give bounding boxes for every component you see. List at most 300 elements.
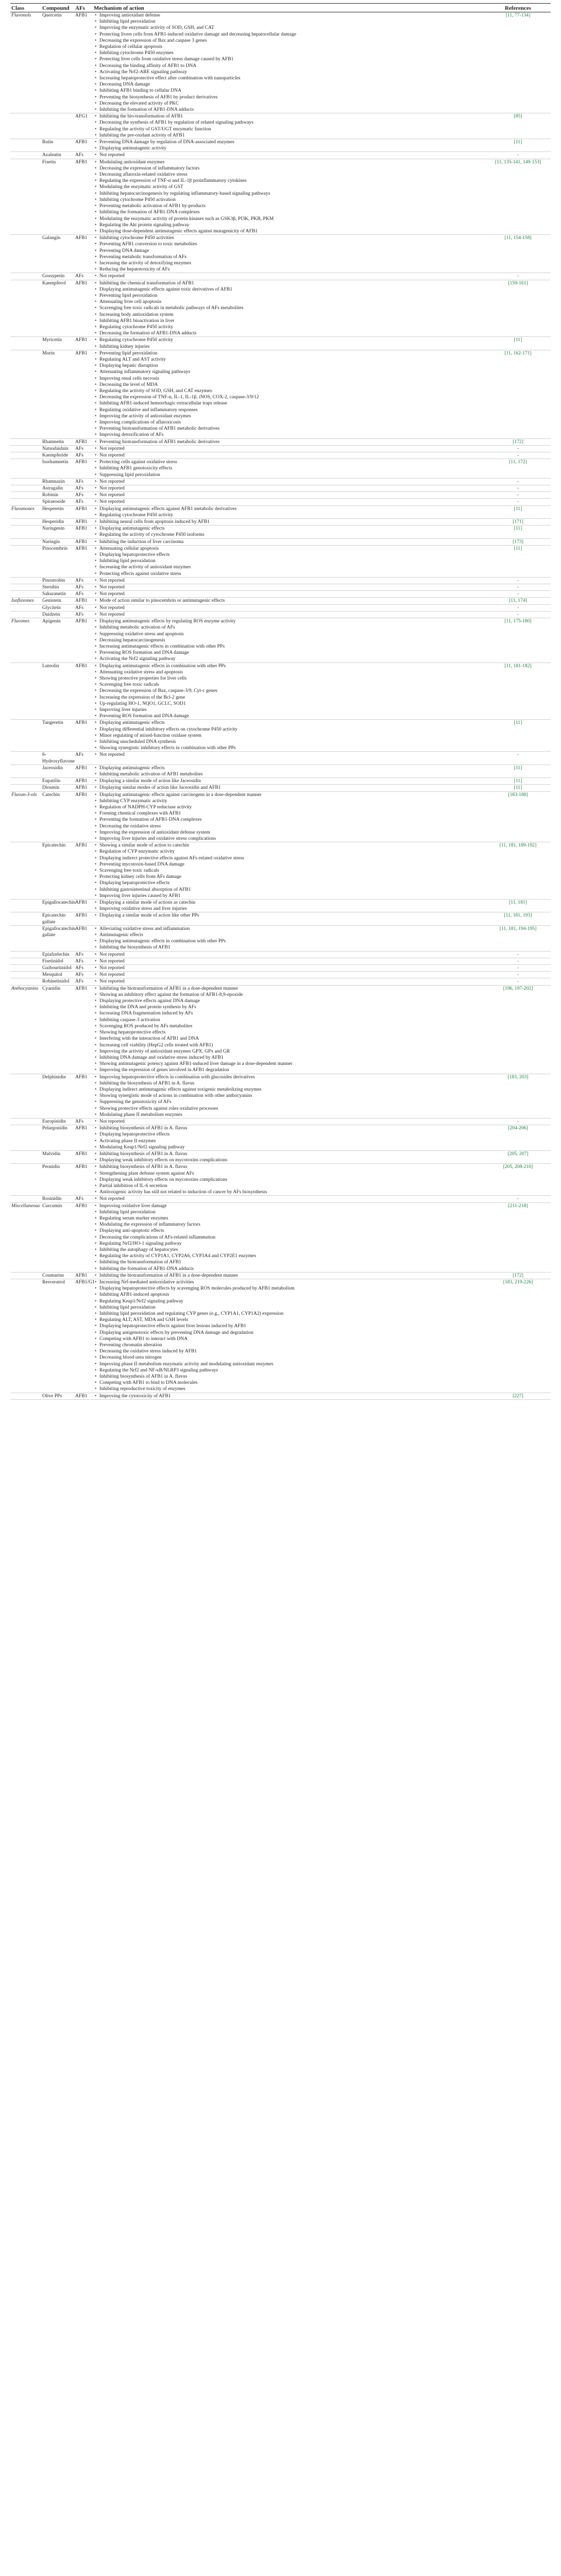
mechanism-item: • Mode of action similar to pinocembrin or antimutagenic effects xyxy=(94,598,485,604)
table-row xyxy=(10,972,551,978)
mechanism-item: • Inhibiting biosynthesis of AFB1 in A. flavus xyxy=(94,1164,485,1170)
cell-references: [183, 203] xyxy=(507,1074,529,1080)
cell-references: - xyxy=(517,591,519,597)
cell-afs: AFB1 xyxy=(75,538,88,545)
cell-afs: AFB1 xyxy=(75,985,88,991)
cell-compound: Hesperidin xyxy=(42,519,64,525)
cell-mechanism xyxy=(94,12,485,113)
cell-references: - xyxy=(517,485,519,492)
mechanism-item: • Not reported xyxy=(94,499,485,505)
mechanism-item: • Inhibiting AFB1 genotoxicity effects xyxy=(94,465,485,471)
table-row xyxy=(10,152,551,159)
cell-compound: Epicatechin xyxy=(42,842,66,849)
mechanism-item: • Decreasing the expression of Bax and caspase 3 genes xyxy=(94,38,485,44)
cell-class xyxy=(10,900,42,912)
mechanism-item: • Regulating the Nrf2 and NF-κB/NLRP3 signaling pathways xyxy=(94,1367,485,1374)
mechanism-item: • Preventing ROS formation and DNA damage xyxy=(94,650,485,656)
cell-class xyxy=(10,912,42,925)
mechanism-item: • Displaying hepatoprotective effects against liver lesions induced by AFB1 xyxy=(94,1323,485,1329)
cell-references: [172] xyxy=(513,1272,523,1278)
cell-class xyxy=(10,519,42,525)
mechanism-item: • Modulating antioxidant enzymes xyxy=(94,159,485,165)
cell-class xyxy=(10,591,42,597)
mechanism-item: • Inhibiting biosynthesis of AFB1 in A. flavus xyxy=(94,1151,485,1157)
table-row xyxy=(10,1151,551,1164)
cell-mechanism xyxy=(94,1074,485,1118)
table-row xyxy=(10,280,551,337)
table-row xyxy=(10,446,551,452)
cell-compound: Mesquitol xyxy=(42,972,62,978)
mechanism-item: • Scavenging free toxic radicals xyxy=(94,868,485,874)
mechanism-item: • Increasing DNA fragmentation induced by AFs xyxy=(94,1010,485,1016)
mechanism-item: • Showing a similar mode of action to catechin xyxy=(94,842,485,849)
cell-mechanism xyxy=(94,1164,485,1195)
cell-compound: Apigenin xyxy=(42,618,61,624)
mechanism-item: • Displaying antigenotoxic effects by preventing DNA damage and degradation xyxy=(94,1330,485,1336)
cell-mechanism xyxy=(94,1273,485,1279)
cell-references: [205, 208-210] xyxy=(503,1164,533,1170)
mechanism-item: • Inhibiting DNA damage and oxidative stress induced by AFB1 xyxy=(94,1055,485,1061)
table-row xyxy=(10,273,551,280)
mechanism-item: • Displaying indirect protective effects against AFs-related oxidative stress xyxy=(94,855,485,861)
cell-references: [11] xyxy=(514,545,522,551)
mechanism-item: • Protecting livers cells from AFB1-induced oxidative damage and decreasing hepatocellular damage xyxy=(94,31,485,38)
cell-afs: AFB1 xyxy=(75,720,88,726)
cell-class: Miscellaneous xyxy=(11,1202,40,1209)
mechanism-item: • Decreasing the expression of inflammatory factors xyxy=(94,165,485,172)
cell-class: Flavanones xyxy=(11,505,35,512)
table-row xyxy=(10,459,551,479)
cell-mechanism xyxy=(94,499,485,505)
cell-afs: AFB1 xyxy=(75,545,88,551)
mechanism-item: • Inhibiting the autophagy of hepatocytes xyxy=(94,1247,485,1253)
cell-compound xyxy=(42,113,75,139)
cell-mechanism xyxy=(94,986,485,1074)
mechanism-item: • Competing with AFB1 to interact with DNA xyxy=(94,1336,485,1342)
mechanism-item: • Inhibiting the formation of AFB1-DNA adducts xyxy=(94,1266,485,1272)
table-row xyxy=(10,965,551,972)
mechanism-item: • Displaying similar modes of action like Jaceosidin and AFB1 xyxy=(94,785,485,791)
cell-compound: Spiraeoside xyxy=(42,499,65,505)
cell-references: [159-161] xyxy=(508,280,528,286)
cell-class xyxy=(10,578,42,584)
mechanism-item: • Not reported xyxy=(94,965,485,971)
mechanism-item: • Inhibiting the DNA and protein synthesis by AFs xyxy=(94,1004,485,1010)
table-row xyxy=(10,519,551,526)
cell-references: - xyxy=(517,978,519,985)
cell-references: - xyxy=(517,965,519,971)
cell-references: - xyxy=(517,584,519,590)
cell-afs: AFB1 xyxy=(75,925,88,931)
table-row xyxy=(10,578,551,584)
cell-compound: Peonidin xyxy=(42,1164,60,1170)
cell-compound: Pinostrobin xyxy=(42,577,65,583)
mechanism-item: • Improving renal cells necrosis xyxy=(94,376,485,382)
table-row xyxy=(10,986,551,1074)
cell-afs: AFB1 xyxy=(75,1393,88,1399)
table-row xyxy=(10,952,551,958)
cell-mechanism xyxy=(94,526,485,538)
table-row xyxy=(10,1203,551,1273)
mechanism-item: • Inhibiting AFB1 binding to cellular DNA xyxy=(94,88,485,94)
mechanism-item: • Displaying a similar mode of actions as catechin xyxy=(94,900,485,906)
mechanism-item: • Inhibiting the bio-transformation of AFB1 xyxy=(94,113,485,120)
cell-class xyxy=(10,965,42,971)
cell-afs: AFB1 xyxy=(75,1272,88,1278)
mechanism-item: • Displaying hepatoprotective effects xyxy=(94,880,485,886)
cell-references: [172] xyxy=(513,438,523,445)
cell-references: [11, 135-141, 149-153] xyxy=(495,159,541,165)
cell-class xyxy=(10,526,42,538)
mechanism-item: • Regulating serum marker enzymes xyxy=(94,1215,485,1222)
cell-class: Flavonols xyxy=(11,12,31,18)
cell-references: - xyxy=(517,1118,519,1124)
table-row xyxy=(10,485,551,492)
cell-compound: Olive PPs xyxy=(42,1393,62,1399)
cell-references: [11] xyxy=(514,778,522,784)
cell-afs: AFB1 xyxy=(75,663,88,669)
data-table xyxy=(10,3,551,2576)
cell-compound: Morin xyxy=(42,350,55,356)
table-row xyxy=(10,618,551,663)
cell-mechanism xyxy=(94,584,485,590)
mechanism-item: • Suppressing oxidative stress and apoptosis xyxy=(94,631,485,637)
mechanism-item: • Displaying a similar mode of action like other PPs xyxy=(94,912,485,919)
cell-mechanism xyxy=(94,439,485,445)
cell-references: - xyxy=(517,958,519,964)
cell-afs: AFB1 xyxy=(75,438,88,445)
cell-class: Anthocyanins xyxy=(11,985,39,991)
cell-class xyxy=(10,663,42,720)
mechanism-item: • Decreasing DNA damage xyxy=(94,81,485,88)
mechanism-item: • Inhibiting the chemical transformation of AFB1 xyxy=(94,280,485,286)
cell-compound: Gossypetin xyxy=(42,273,65,279)
cell-references: - xyxy=(517,445,519,451)
cell-afs: AFB1 xyxy=(75,526,88,532)
cell-mechanism xyxy=(94,1203,485,1272)
table-row xyxy=(10,912,551,925)
cell-class xyxy=(10,446,42,452)
cell-afs: AFs xyxy=(75,485,83,492)
cell-afs: AFs xyxy=(75,951,83,957)
cell-mechanism xyxy=(94,792,485,842)
cell-references: [11, 172] xyxy=(509,459,527,465)
cell-afs: AFs xyxy=(75,478,83,484)
cell-references: [11] xyxy=(514,765,522,771)
mechanism-item: • Regulation of cellular apoptosis xyxy=(94,44,485,50)
mechanism-item: • Regulating Keap1/Nrf2 signaling pathway xyxy=(94,1298,485,1304)
table-row xyxy=(10,1279,551,1393)
mechanism-item: • Interfering with the interaction of AFB1 and DNA xyxy=(94,1036,485,1042)
cell-afs: AFB1 xyxy=(75,785,88,791)
mechanism-item: • Not reported xyxy=(94,1196,485,1202)
cell-mechanism xyxy=(94,1393,485,1399)
cell-mechanism xyxy=(94,605,485,611)
cell-afs: AFB1 xyxy=(75,1074,88,1080)
mechanism-item: • Increasing cell viability (HepG2 cells treated with AFB1) xyxy=(94,1042,485,1048)
mechanism-item: • Inhibiting CYP enzymatic activity xyxy=(94,798,485,804)
mechanism-item: • Showing synergistic inhibitory effects in combination with other PPs xyxy=(94,745,485,751)
cell-afs: AFB1 xyxy=(75,459,88,465)
mechanism-item: • Scavenging ROS produced by AFs metabolites xyxy=(94,1023,485,1029)
cell-references: [183-188] xyxy=(508,791,528,798)
mechanism-item: • Not reported xyxy=(94,1118,485,1125)
mechanism-item: • Displaying antimutagenic effects xyxy=(94,765,485,771)
mechanism-item: • Showing protective effects against roles oxidative processes xyxy=(94,1106,485,1112)
cell-afs: AFB1 xyxy=(75,912,88,919)
mechanism-item: • Not reported xyxy=(94,479,485,485)
mechanism-item: • Improving complications of aflatoxicosis xyxy=(94,419,485,426)
header-class: Class xyxy=(11,5,25,11)
table-row xyxy=(10,612,551,618)
cell-class xyxy=(10,452,42,459)
cell-references: - xyxy=(517,273,519,279)
mechanism-item: • Not reported xyxy=(94,591,485,597)
mechanism-item: • Inhibiting lipid peroxidation and regulating CYP genes (e.g., CYP1A1, CYP1A2) expression xyxy=(94,1311,485,1317)
table-row xyxy=(10,499,551,505)
cell-class xyxy=(10,958,42,964)
table-body xyxy=(10,12,551,1400)
cell-afs: AFs xyxy=(75,611,83,617)
mechanism-item: • Not reported xyxy=(94,958,485,964)
mechanism-item: • Regulating oxidative and inflammatory responses xyxy=(94,407,485,413)
mechanism-item: • Displaying antimutagenic activity xyxy=(94,145,485,151)
mechanism-item: • Improving hepatoprotective effects in combination with glucosides derivatives xyxy=(94,1074,485,1080)
cell-afs: AFs xyxy=(75,972,83,978)
cell-mechanism xyxy=(94,1151,485,1163)
cell-mechanism xyxy=(94,152,485,158)
table-row xyxy=(10,720,551,752)
table-row xyxy=(10,546,551,578)
table-row xyxy=(10,12,551,113)
mechanism-item: • Regulating the activity of cytochrome P450 isoforms xyxy=(94,532,485,538)
mechanism-item: • Regulating the expression of TNF-α and IL-1β proinflammatory cytokines xyxy=(94,178,485,184)
mechanism-item: • Alleviating oxidative stress and inflammation xyxy=(94,926,485,932)
mechanism-item: • Inhibiting neural cells from apoptosis induced by AFB1 xyxy=(94,519,485,525)
mechanism-item: • Showing an inhibitory effect against the formation of AFB1-8,9-epoxide xyxy=(94,992,485,998)
mechanism-item: • Regulating the activity of GST/UGT enzymatic function xyxy=(94,126,485,132)
cell-mechanism xyxy=(94,958,485,964)
table-row xyxy=(10,765,551,778)
cell-references: [11] xyxy=(514,337,522,343)
cell-compound: Quercetin xyxy=(42,12,62,18)
mechanism-item: • Increasing antimutagenic effects in combination with other PPs xyxy=(94,643,485,650)
cell-afs: AFs xyxy=(75,1118,83,1124)
cell-references: - xyxy=(517,1196,519,1202)
table-row xyxy=(10,139,551,152)
cell-compound: Malvidin xyxy=(42,1150,61,1157)
cell-mechanism xyxy=(94,459,485,478)
cell-references: - xyxy=(517,499,519,505)
cell-references: - xyxy=(517,611,519,617)
mechanism-item: • Not reported xyxy=(94,578,485,584)
mechanism-item: • Preventing the formation of AFB1-DNA complexes xyxy=(94,817,485,823)
mechanism-item: • Not reported xyxy=(94,452,485,459)
mechanism-item: • Improving the activity of antioxidant enzymes GPX, GPx and GR xyxy=(94,1048,485,1055)
cell-compound: Astragalin xyxy=(42,485,63,492)
cell-compound: Naringenin xyxy=(42,526,65,532)
cell-compound: Fisetinidol xyxy=(42,958,64,964)
cell-mechanism xyxy=(94,591,485,597)
cell-mechanism xyxy=(94,235,485,273)
mechanism-item: • Displaying hepatoprotective effects xyxy=(94,1131,485,1138)
cell-mechanism xyxy=(94,972,485,978)
cell-class xyxy=(10,337,42,349)
mechanism-item: • Not reported xyxy=(94,485,485,492)
mechanism-item: • Decreasing the expression of Bax, caspase-3/9, Cyt-c genes xyxy=(94,688,485,694)
mechanism-item: • Inhibiting the biosynthesis of AFB1 in A. flavus xyxy=(94,1080,485,1087)
mechanism-item: • Increasing the activity of detoxifying enzymes xyxy=(94,260,485,266)
cell-class xyxy=(10,1279,42,1393)
cell-mechanism xyxy=(94,539,485,545)
table-row xyxy=(10,479,551,485)
mechanism-item: • Increasing hepatoprotective effect after combination with nanoparticles xyxy=(94,75,485,81)
cell-class xyxy=(10,113,42,139)
cell-references: [183, 219-226] xyxy=(503,1279,533,1285)
cell-class xyxy=(10,485,42,492)
cell-afs: AFB1 xyxy=(75,842,88,849)
cell-afs: AFs xyxy=(75,492,83,498)
cell-references: [11, 181] xyxy=(509,900,527,906)
mechanism-item: • Decreasing the expression of TNF-α, IL-1, IL-1β, iNOS, COX-2, caspase-3/9/12 xyxy=(94,394,485,400)
cell-compound: Genistein xyxy=(42,598,61,604)
mechanism-item: • Decreasing the oxidative stress induced by AFB1 xyxy=(94,1348,485,1354)
cell-afs: AFs xyxy=(75,591,83,597)
mechanism-item: • Displaying weak inhibitory effects on mycotoxins complications xyxy=(94,1157,485,1163)
mechanism-item: • Regulating cytochrome P450 activity xyxy=(94,337,485,343)
cell-references: [11] xyxy=(514,526,522,532)
cell-class: Isoflavones xyxy=(11,598,34,604)
cell-compound: Daidzein xyxy=(42,611,60,617)
mechanism-item: • Modulating the enzymatic activity of protein kinases such as GSK3β, PI3K, PKB, PKM xyxy=(94,216,485,222)
mechanism-item: • Attenuating oxidative stress and apoptosis xyxy=(94,669,485,675)
cell-references: [227] xyxy=(513,1393,523,1399)
cell-references: - xyxy=(517,152,519,158)
mechanism-item: • Preventing chromatin alteration xyxy=(94,1342,485,1348)
mechanism-item: • Showing synergistic mode of actions in combination with other anthocyanins xyxy=(94,1093,485,1099)
table-row xyxy=(10,785,551,791)
mechanism-item: • Preventing biotransformation of AFB1 metabolic derivatives xyxy=(94,426,485,432)
mechanism-item: • Not reported xyxy=(94,273,485,279)
mechanism-item: • Minor regulating of mixed-function oxidase system xyxy=(94,733,485,739)
mechanism-item: • Improving phase II metabolism enzymatic activity and modulating antioxidant enzymes xyxy=(94,1361,485,1367)
mechanism-item: • Displaying a similar mode of action like Jaceosidin xyxy=(94,778,485,784)
table-row xyxy=(10,605,551,612)
table-row xyxy=(10,452,551,459)
cell-references: [11, 181, 189-192] xyxy=(499,842,537,849)
cell-references: - xyxy=(517,752,519,758)
mechanism-item: • Activating the Nrf2 signaling pathway xyxy=(94,656,485,662)
cell-references: [211-218] xyxy=(508,1202,528,1209)
cell-afs: AFs xyxy=(75,445,83,451)
mechanism-item: • Preventing lipid peroxidation xyxy=(94,350,485,357)
mechanism-item: • Decreasing the elevated activity of PKC xyxy=(94,100,485,107)
cell-compound: Guibourtinidol xyxy=(42,965,72,971)
table-row xyxy=(10,663,551,720)
cell-references: [171] xyxy=(513,519,523,525)
mechanism-item: • Suppressing the genotoxicity of AFs xyxy=(94,1099,485,1105)
mechanism-item: • Showing protective properties for liver cells xyxy=(94,675,485,682)
cell-references: [85] xyxy=(514,113,522,120)
cell-references: [11] xyxy=(514,139,522,145)
cell-compound: Naringin xyxy=(42,538,60,545)
cell-compound: Diosmin xyxy=(42,785,60,791)
mechanism-item: • Not reported xyxy=(94,972,485,978)
cell-class xyxy=(10,152,42,158)
mechanism-item: • Up-regulating HO-1, NQO1, GCLC, SOD1 xyxy=(94,701,485,707)
cell-afs: AFB1 xyxy=(75,337,88,343)
cell-compound: Isorhamnetin xyxy=(42,459,69,465)
mechanism-item: • Regulation of NADPH-CYP reductase activity xyxy=(94,804,485,810)
cell-references: - xyxy=(517,951,519,957)
cell-class xyxy=(10,972,42,978)
table-row xyxy=(10,159,551,235)
table-row xyxy=(10,591,551,598)
mechanism-item: • Modulating the expression of inflammatory factors xyxy=(94,1222,485,1228)
mechanism-item: • Regulating ALT, AST, MDA and GSH levels xyxy=(94,1317,485,1323)
cell-compound: Luteolin xyxy=(42,663,59,669)
mechanism-item: • Displaying hepatic disruption xyxy=(94,363,485,369)
mechanism-item: • Regulating the activity of SOD, GSH, and CAT enzymes xyxy=(94,388,485,394)
mechanism-item: • Improving oxidative stress and liver injuries xyxy=(94,906,485,912)
cell-mechanism xyxy=(94,778,485,784)
mechanism-item: • Improving detoxification of AFs xyxy=(94,432,485,438)
cell-mechanism xyxy=(94,159,485,234)
mechanism-item: • Decreasing the synthesis of AFB1 by regulation of related signaling pathways xyxy=(94,120,485,126)
mechanism-item: • Increasing body antioxidation system xyxy=(94,312,485,318)
mechanism-item: • Inhibiting the biotransformation of AFB1 xyxy=(94,1259,485,1265)
mechanism-item: • Scavenging free toxic radicals in metabolic pathways of AFs metabolites xyxy=(94,305,485,311)
cell-references: [11, 181-182] xyxy=(504,663,532,669)
cell-compound: 6-Hydroxyflavone xyxy=(42,752,75,764)
cell-references: [11, 77-134] xyxy=(505,12,531,18)
mechanism-item: • Decreasing the oxidative stress xyxy=(94,823,485,829)
mechanism-item: • Displaying antimutagenic effects xyxy=(94,720,485,726)
mechanism-item: • Strengthening plant defense system against AFs xyxy=(94,1171,485,1177)
mechanism-item: • Improving antioxidant defense xyxy=(94,12,485,19)
cell-afs: AFB1 xyxy=(75,778,88,784)
table-row xyxy=(10,235,551,273)
cell-mechanism xyxy=(94,506,485,518)
cell-mechanism xyxy=(94,785,485,791)
table-row xyxy=(10,752,551,765)
mechanism-item: • Displaying antimutagenic effects in combination with other PPs xyxy=(94,938,485,944)
cell-class xyxy=(10,1393,42,1399)
cell-afs: AFs xyxy=(75,958,83,964)
cell-references: [11, 181, 194-195] xyxy=(499,925,537,931)
cell-compound: Rutin xyxy=(42,139,54,145)
cell-compound: Galangin xyxy=(42,235,61,241)
mechanism-item: • Increasing the activity of antioxidant enzymes xyxy=(94,564,485,570)
cell-afs: AFG1 xyxy=(75,113,88,120)
mechanism-item: • Inhibiting biosynthesis of AFB1 in A. flavus xyxy=(94,1125,485,1131)
mechanism-item: • Not reported xyxy=(94,952,485,958)
cell-references: [204-206] xyxy=(508,1125,528,1131)
mechanism-item: • Not reported xyxy=(94,752,485,758)
cell-mechanism xyxy=(94,492,485,498)
cell-afs: AFs xyxy=(75,152,83,158)
mechanism-item: • Inhibiting AFB1 bioactivation in liver xyxy=(94,318,485,324)
cell-references: [11, 162-171] xyxy=(504,350,532,356)
mechanism-item: • Inhibiting the formation of AFB1-DNA adducts xyxy=(94,107,485,113)
cell-afs: AFs xyxy=(75,604,83,611)
cell-mechanism xyxy=(94,926,485,951)
cell-afs: AFB1 xyxy=(75,139,88,145)
cell-class xyxy=(10,1273,42,1279)
cell-references: [11] xyxy=(514,505,522,512)
mechanism-item: • Regulating cytochrome P450 activity xyxy=(94,512,485,518)
table-row xyxy=(10,926,551,952)
